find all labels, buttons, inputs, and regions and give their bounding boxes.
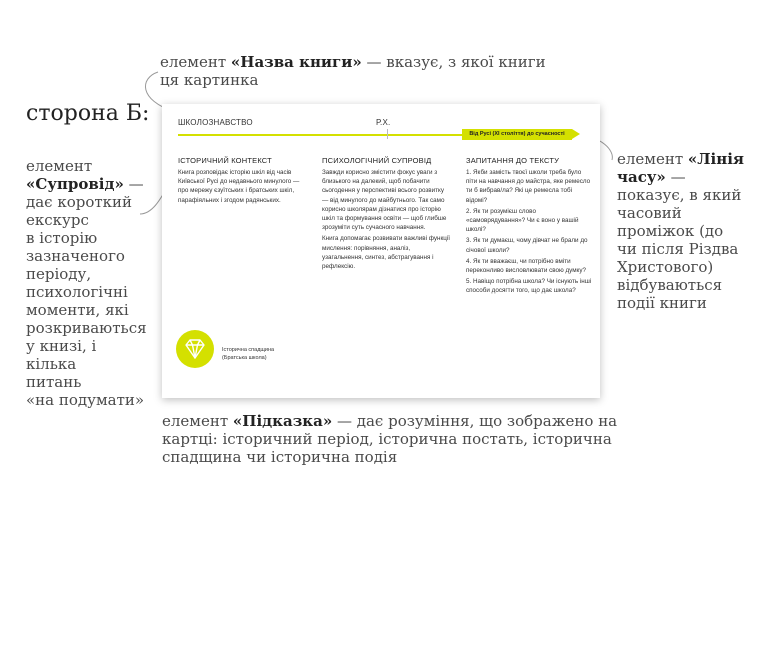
timeline-anno-line: Христового): [617, 258, 714, 276]
timeline-anno-line: відбуваються: [617, 276, 723, 294]
guide-line: розкриваються: [26, 319, 147, 337]
guide-line: моменти, які: [26, 301, 129, 319]
guide-line: «на подумати»: [26, 391, 145, 409]
card-book-title: ШКОЛОЗНАВСТВО: [178, 118, 253, 127]
guide-line: психологічні: [26, 283, 128, 301]
guide-line: дає короткий: [26, 193, 133, 211]
column-text-context: Книга розповідає історію шкіл від часів Київської Русі до недавнього минулого — про мережу єзуїтських і братських шкіл, парафіяльних і згодом радянських.: [178, 169, 300, 204]
timeline-anno-line: проміжок (до: [617, 222, 724, 240]
guide-line: у книзі, і кілька: [26, 337, 97, 373]
hint-label: Історична спадщина (Братська школа): [222, 347, 275, 361]
side-heading: сторона Б:: [26, 101, 150, 126]
annotation-timeline: елемент «Лінія часу» — показує, в який часовий проміжок (до чи після Різдва Христового) відбуваються події книги: [617, 150, 767, 312]
era-mark: Р.Х.: [376, 118, 391, 127]
timeline-anno-line: події книги: [617, 294, 707, 312]
annotation-book-title: елемент «Назва книги» — вказує, з якої книги ця картинка: [160, 53, 546, 89]
guide-line: в історію: [26, 229, 98, 247]
column-text-questions: 1. Якби замість твоєї школи треба було піти на навчання до майстра, яке ремесло ти б вибрав/ла? Які це ремесла тобі відомі? 2. Як ти розумієш слово «самоврядування»? Чи є воно у вашій школі? 3. Як ти думаєш, чому дівчат не брали до січової школи? 4. Як ти вважаєш, чи потрібно вміти переконливо висловлювати свою думку? 5. Навіщо потрібна школа? Чи існують інші способи досягти того, що дає школа?: [466, 169, 592, 295]
column-header-context: ІСТОРИЧНИЙ КОНТЕКСТ: [178, 156, 272, 165]
column-text-psychology: Завжди корисно змістити фокус уваги з близького на далекий, щоб побачити сьогодення у перспективі всього розвитку — від минулого до майбутнього. Так само корисно школярам дізнатися про історію шкіл та формування освіти — щоб глибше зрозуміти суть сучасного навчання. Книга допомагає розвивати важливі функції мислення: порівняння, аналіз, узагальнення, синтез, абстрагування і рефлексію.: [322, 169, 451, 271]
timeline-anno-line: часовий: [617, 204, 682, 222]
timeline-arrow-icon: [572, 129, 580, 139]
diamond-icon: [176, 330, 214, 368]
annotation-guide: елемент «Супровід» — дає короткий екскурс в історію зазначеного періоду, психологічні моменти, які розкриваються у книзі, і кілька питань «на подумати»: [26, 157, 147, 409]
guide-line: екскурс: [26, 211, 89, 229]
timeline-anno-line: показує, в який: [617, 186, 742, 204]
timeline-box: Від Русі (XI століття) до сучасності: [462, 129, 572, 140]
book-card: [162, 104, 600, 398]
timeline-anno-line: чи після Різдва: [617, 240, 739, 258]
guide-line: періоду,: [26, 265, 92, 283]
annotation-hint: елемент «Підказка» — дає розуміння, що зображено на картці: історичний період, історична постать, історична спадщина чи історична подія: [162, 412, 618, 466]
column-header-questions: ЗАПИТАННЯ ДО ТЕКСТУ: [466, 156, 560, 165]
guide-line: питань: [26, 373, 82, 391]
guide-line: зазначеного: [26, 247, 125, 265]
column-header-psychology: ПСИХОЛОГІЧНИЙ СУПРОВІД: [322, 156, 432, 165]
timeline-tick: [387, 129, 388, 139]
